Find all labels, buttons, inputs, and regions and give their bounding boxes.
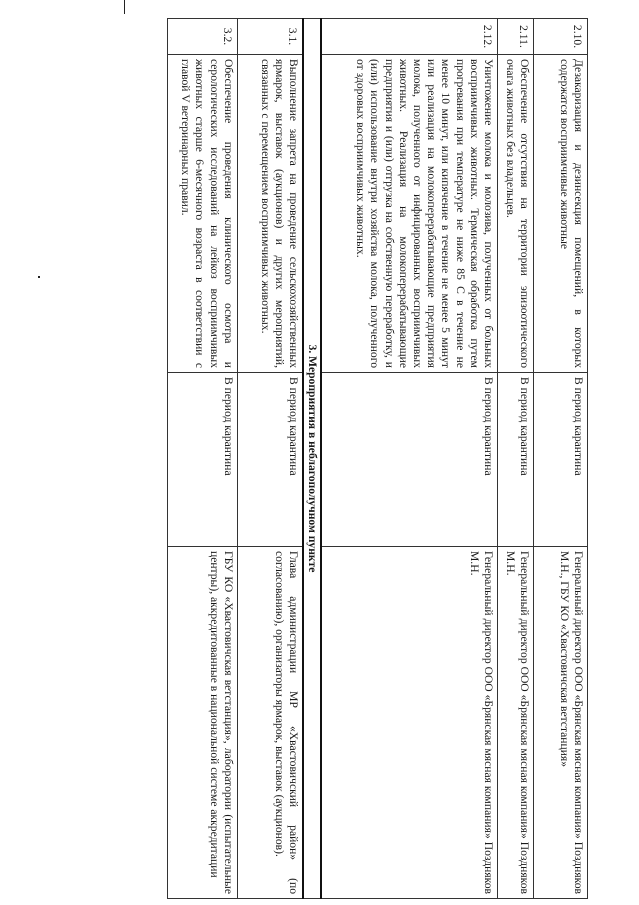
rotated-document-page (148, 18, 588, 898)
section-header-row (303, 19, 321, 899)
responsible-text: Генеральный директор ООО «Брянская мясная компания» Поздняков М.Н. (498, 547, 534, 899)
scan-mark-top (124, 0, 125, 14)
period-text: В период карантина (237, 373, 303, 547)
table-row (237, 19, 303, 899)
measure-text: Выполнение запрета на проведение сельскохозяйственных ярмарок, выставок (аукционов) и других мероприятий, связанных с перемещением восприимчивых животных. (237, 55, 303, 373)
table-row (167, 19, 237, 899)
row-number: 3.2. (167, 19, 237, 55)
responsible-text: ГБУ КО «Хвастовичская ветстанция», лаборатории (испытательные центры), аккредитованные в национальной системе аккредитации (167, 547, 237, 899)
table-row (498, 19, 534, 899)
responsible-text: Генеральный директор ООО «Брянская мясная компания» Поздняков М.Н., ГБУ КО «Хвастовичская ветстанция» (534, 547, 588, 899)
period-text: В период карантина (534, 373, 588, 547)
measure-text: Обеспечение проведения клинического осмотра и серологических исследований на лейкоз восприимчивых животных старше 6-месячного возраста в соответствии с главой V ветеринарных правил. (167, 55, 237, 373)
responsible-text: Глава администрации МР «Хвастовичский район» (по согласованию), организаторы ярмарок, выставок (аукционов). (237, 547, 303, 899)
measures-table (167, 18, 588, 899)
section-title: 3. Мероприятия в неблагополучном пункте (303, 19, 321, 899)
row-number: 3.1. (237, 19, 303, 55)
measure-text: Дезакаризация и дезинсекция помещений, в которых содержатся восприимчивые животные (534, 55, 588, 373)
period-text: В период карантина (167, 373, 237, 547)
table-row (322, 19, 498, 899)
row-number: 2.11. (498, 19, 534, 55)
responsible-text: Генеральный директор ООО «Брянская мясная компания» Поздняков М.Н. (322, 547, 498, 899)
scan-dot (38, 276, 40, 278)
period-text: В период карантина (498, 373, 534, 547)
row-number: 2.12. (322, 19, 498, 55)
measure-text: Уничтожение молока и молозива, полученных от больных восприимчивых животных. Термическая обработка путем прогревания при температуре не ниже 85 С в течение не менее 10 минут, или кипячение в течение не менее 5 минут или реализация на молокоперерабатывающие предприятия молока, полученного от инфицированных восприимчивых животных. Реализация на молокоперерабатывающие предприятия и (или) отгрузка на собственную переработку, и (или) использование внутри хозяйства молока, полученного от здоровых восприимчивых животных. (322, 55, 498, 373)
period-text: В период карантина (322, 373, 498, 547)
table-row (534, 19, 588, 899)
row-number: 2.10. (534, 19, 588, 55)
measure-text: Обеспечение отсутствия на территории эпизоотического очага животных без владельцев. (498, 55, 534, 373)
